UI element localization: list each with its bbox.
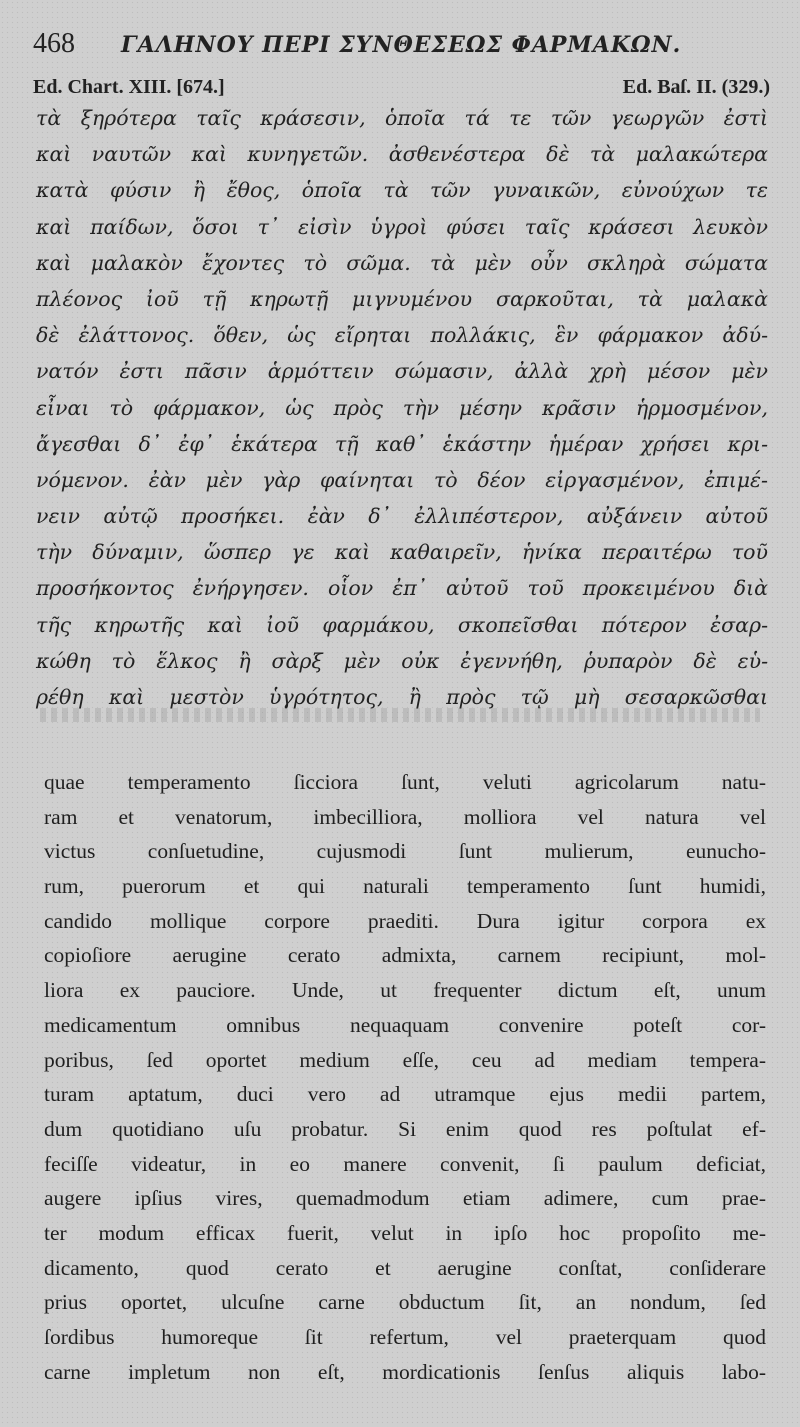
running-header bbox=[33, 28, 773, 62]
latin-text-line: carne impletum non eſt, mordicationis ſenſus aliquis labo- bbox=[44, 1359, 766, 1384]
latin-text-line: ſordibus humoreque ſit refertum, vel praeterquam quod bbox=[44, 1325, 766, 1349]
latin-text-line: dicamento, quod cerato et aerugine conſtat, conſiderare bbox=[44, 1255, 766, 1280]
latin-text-line: quae temperamento ſicciora ſunt, veluti agricolarum natu- bbox=[44, 770, 766, 794]
greek-text-line: ρέθη καὶ μεστὸν ὑγρότητος, ἢ πρὸς τῷ μὴ σεσαρκῶσθαι bbox=[36, 685, 768, 709]
greek-text-line: κώθη τὸ ἕλκος ἢ σὰρξ μὲν οὐκ ἐγεννήθη, ῥυπαρὸν δὲ εὑ- bbox=[36, 648, 768, 673]
greek-text-line: καὶ ναυτῶν καὶ κυνηγετῶν. ἀσθενέστερα δὲ τὰ μαλακώτερα bbox=[36, 142, 768, 167]
edition-reference-right: Ed. Baſ. II. (329.) bbox=[622, 76, 770, 98]
bleed-through-line bbox=[40, 708, 760, 722]
latin-text-line: rum, puerorum et qui naturali temperamento ſunt humidi, bbox=[44, 874, 766, 899]
greek-text-line: ἄγεσθαι δ᾽ ἐφ᾽ ἑκάτερα τῇ καθ᾽ ἑκάστην ἡμέραν χρήσει κρι- bbox=[36, 431, 768, 456]
edition-reference-left: Ed. Chart. XIII. [674.] bbox=[33, 76, 225, 98]
latin-text-line: poribus, ſed oportet medium eſſe, ceu ad mediam tempera- bbox=[44, 1047, 766, 1072]
greek-text-line: εἶναι τὸ φάρμακον, ὡς πρὸς τὴν μέσην κρᾶσιν ἡρμοσμένον, bbox=[36, 395, 768, 420]
greek-text-line: καὶ παίδων, ὅσοι τ᾽ εἰσὶν ὑγροὶ φύσει ταῖς κράσεσι λευκὸν bbox=[36, 214, 768, 239]
latin-text-line: copioſiore aerugine cerato admixta, carnem recipiunt, mol- bbox=[44, 943, 766, 968]
page-number: 468 bbox=[33, 28, 75, 59]
latin-text-line: ter modum efficax fuerit, velut in ipſo hoc propoſito me- bbox=[44, 1220, 766, 1245]
latin-text-line: liora ex pauciore. Unde, ut frequenter dictum eſt, unum bbox=[44, 978, 766, 1003]
greek-text-line: νατόν ἐστι πᾶσιν ἁρμόττειν σώμασιν, ἀλλὰ χρὴ μέσον μὲν bbox=[36, 359, 768, 384]
greek-text-line: τὴν δύναμιν, ὥσπερ γε καὶ καθαιρεῖν, ἡνίκα περαιτέρω τοῦ bbox=[36, 540, 768, 565]
latin-text-line: turam aptatum, duci vero ad utramque ejus medii partem, bbox=[44, 1082, 766, 1107]
latin-text-line: ram et venatorum, imbecilliora, molliora vel natura vel bbox=[44, 804, 766, 829]
greek-text-line: προσήκοντος ἐνήργησεν. οἷον ἐπ᾽ αὐτοῦ τοῦ προκειμένου διὰ bbox=[36, 576, 768, 601]
greek-text-line: δὲ ἐλάττονος. ὅθεν, ὡς εἴρηται πολλάκις, ἓν φάρμακον ἀδύ- bbox=[36, 323, 768, 348]
greek-text-block bbox=[36, 100, 768, 715]
latin-text-line: candido mollique corpore praediti. Dura igitur corpora ex bbox=[44, 908, 766, 933]
greek-text-line: τῆς κηρωτῆς καὶ ἰοῦ φαρμάκου, σκοπεῖσθαι πότερον ἐσαρ- bbox=[36, 612, 768, 637]
latin-text-line: dum quotidiano uſu probatur. Si enim quod res poſtulat ef- bbox=[44, 1116, 766, 1141]
greek-text-line: καὶ μαλακὸν ἔχοντες τὸ σῶμα. τὰ μὲν οὖν σκληρὰ σώματα bbox=[36, 250, 768, 275]
greek-text-line: νόμενον. ἐὰν μὲν γὰρ φαίνηται τὸ δέον εἰργασμένον, ἐπιμέ- bbox=[36, 467, 768, 492]
latin-text-line: feciſſe videatur, in eo manere convenit, ſi paulum deficiat, bbox=[44, 1151, 766, 1176]
greek-text-line: τὰ ξηρότερα ταῖς κράσεσιν, ὁποῖα τά τε τῶν γεωργῶν ἐστὶ bbox=[36, 106, 768, 130]
latin-text-line: victus conſuetudine, cujusmodi ſunt mulierum, eunucho- bbox=[44, 839, 766, 864]
greek-text-line: πλέονος ἰοῦ τῇ κηρωτῇ μιγνυμένου σαρκοῦται, τὰ μαλακὰ bbox=[36, 286, 768, 311]
latin-text-line: augere ipſius vires, quemadmodum etiam adimere, cum prae- bbox=[44, 1186, 766, 1211]
greek-text-line: νειν αὐτῷ προσήκει. ἐὰν δ᾽ ἐλλιπέστερον, αὐξάνειν αὐτοῦ bbox=[36, 504, 768, 529]
latin-text-line: medicamentum omnibus nequaquam convenire poteſt cor- bbox=[44, 1012, 766, 1037]
latin-text-line: prius oportet, ulcuſne carne obductum ſit, an nondum, ſed bbox=[44, 1290, 766, 1315]
running-title: ΓΑΛΗΝΟΥ ΠΕΡΙ ΣΥΝΘΕΣΕΩΣ ΦΑΡΜΑΚΩΝ. bbox=[121, 32, 682, 58]
greek-text-line: κατὰ φύσιν ἢ ἔθος, ὁποῖα τὰ τῶν γυναικῶν, εὐνούχων τε bbox=[36, 178, 768, 203]
latin-text-block bbox=[44, 765, 766, 1389]
